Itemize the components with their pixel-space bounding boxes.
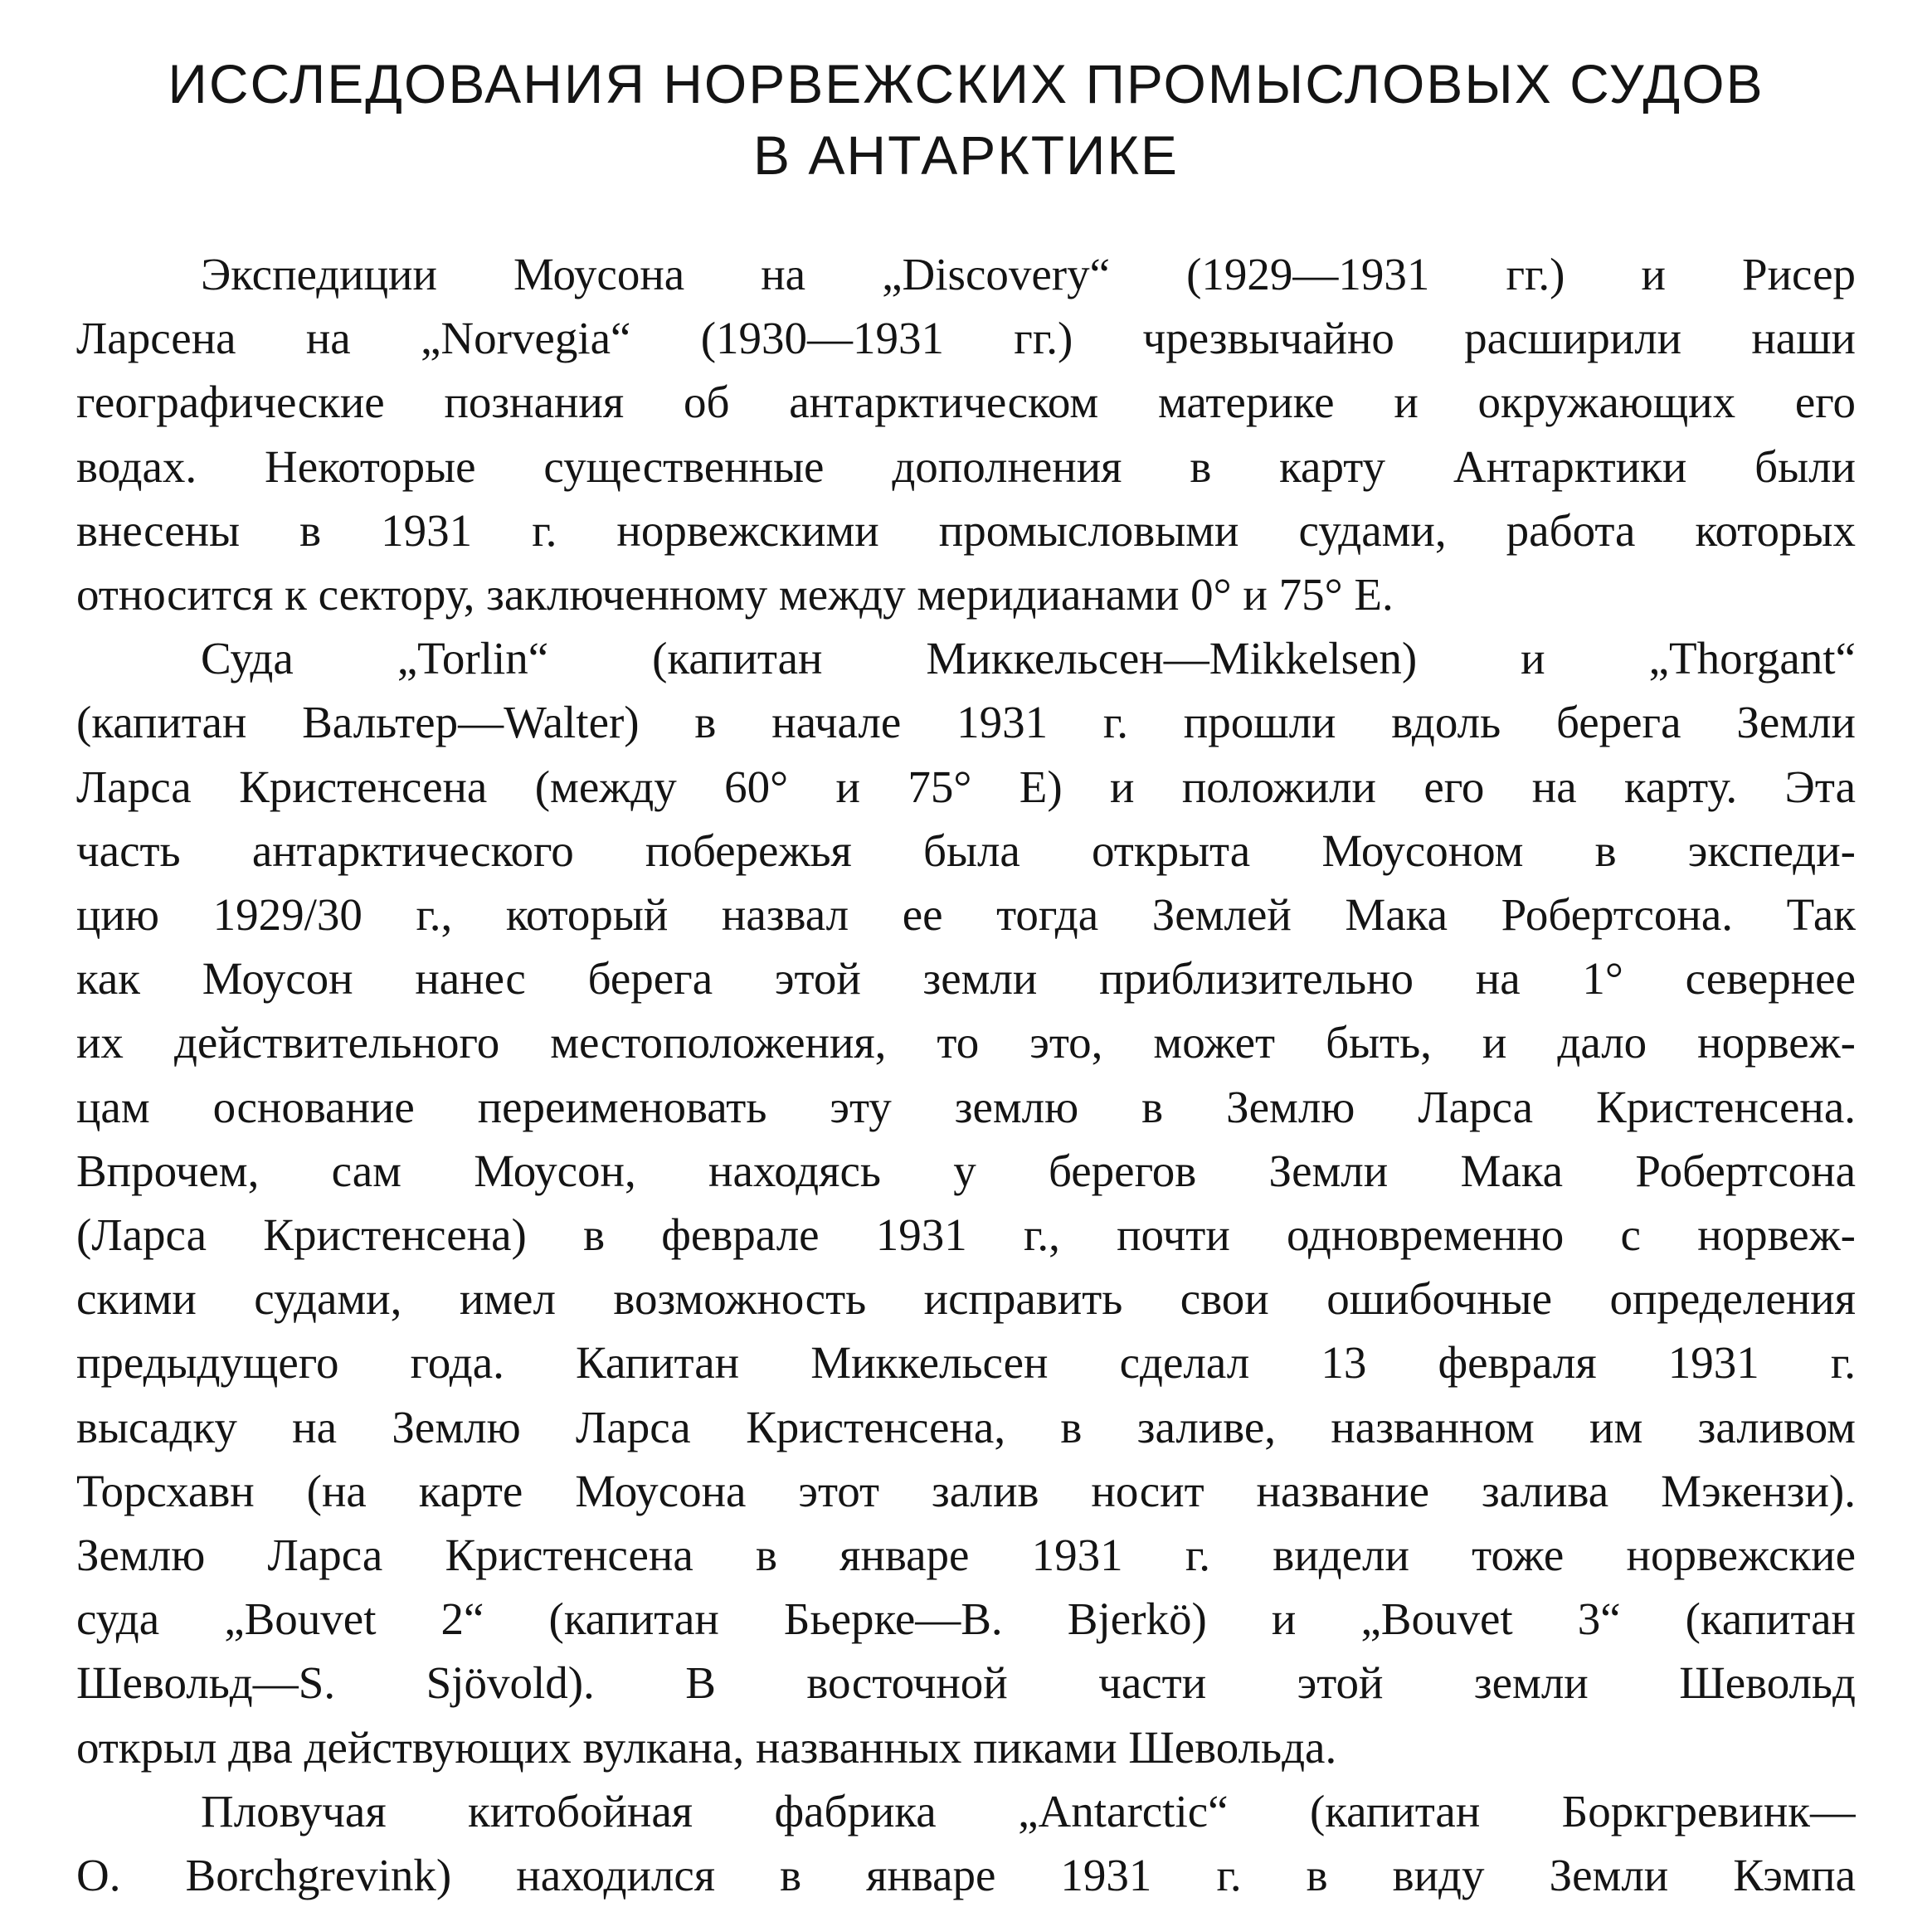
text-line: Торсхавн (на карте Моусона этот залив носит название залива Мэкензи).	[76, 1465, 1856, 1516]
title-line: В АНТАРКТИКЕ	[753, 124, 1179, 186]
text-line: Пловучая китобойная фабрика „Antarctic“ (капитан Боркгревинк—	[201, 1785, 1856, 1836]
text-line: географические познания об антарктическом материке и окружающих его	[76, 377, 1856, 428]
text-line: открыл два действующих вулкана, названных пиками Шевольда.	[76, 1721, 1337, 1773]
text-line: (капитан Вальтер—Walter) в начале 1931 г. прошли вдоль берега Земли	[76, 697, 1856, 748]
text-line: предыдущего года. Капитан Миккельсен сделал 13 февраля 1931 г.	[76, 1337, 1856, 1389]
paragraph-3	[76, 1779, 1856, 1907]
text-line: суда „Bouvet 2“ (капитан Бьерке—B. Bjerkö) и „Bouvet 3“ (капитан	[76, 1593, 1856, 1645]
text-line: относится к сектору, заключенному между меридианами 0° и 75° E.	[76, 569, 1394, 620]
text-line: Ларса Кристенсена (между 60° и 75° E) и положили его на карту. Эта	[76, 761, 1856, 812]
paragraph-1	[76, 242, 1856, 626]
text-line: Суда „Torlin“ (капитан Миккельсен—Mikkelsen) и „Thorgant“	[201, 633, 1856, 684]
text-line: Ларсена на „Norvegia“ (1930—1931 гг.) чрезвычайно расширили наши	[76, 313, 1856, 364]
title-line: ИССЛЕДОВАНИЯ НОРВЕЖСКИХ ПРОМЫСЛОВЫХ СУДОВ	[168, 53, 1764, 114]
text-line: внесены в 1931 г. норвежскими промысловыми судами, работа которых	[76, 504, 1856, 556]
paragraph-2	[76, 626, 1856, 1779]
text-line: высадку на Землю Ларса Кристенсена, в заливе, названном им заливом	[76, 1401, 1856, 1452]
document-title	[76, 48, 1856, 191]
text-line: как Моусон нанес берега этой земли приблизительно на 1° севернее	[76, 953, 1856, 1005]
text-line: водах. Некоторые существенные дополнения в карту Антарктики были	[76, 440, 1856, 492]
text-line: Экспедиции Моусона на „Discovery“ (1929—1931 гг.) и Рисер	[201, 249, 1856, 299]
text-line: часть антарктического побережья была открыта Моусоном в экспеди-	[76, 825, 1856, 876]
text-line: цию 1929/30 г., который назвал ее тогда Землей Мака Робертсона. Так	[76, 889, 1856, 941]
text-line: (Ларса Кристенсена) в феврале 1931 г., почти одновременно с норвеж-	[76, 1209, 1856, 1261]
text-line: их действительного местоположения, то это, может быть, и дало норвеж-	[76, 1017, 1856, 1068]
text-line: цам основание переименовать эту землю в Землю Ларса Кристенсена.	[76, 1081, 1856, 1132]
text-line: Впрочем, сам Моусон, находясь у берегов Земли Мака Робертсона	[76, 1145, 1856, 1196]
text-line: Шевольд—S. Sjövold). В восточной части этой земли Шевольд	[76, 1657, 1856, 1709]
text-line: Землю Ларса Кристенсена в январе 1931 г. видели тоже норвежские	[76, 1530, 1856, 1581]
text-line: O. Borchgrevink) находился в январе 1931 г. в виду Земли Кэмпа	[76, 1850, 1856, 1901]
text-line: скими судами, имел возможность исправить свои ошибочные определения	[76, 1273, 1856, 1325]
